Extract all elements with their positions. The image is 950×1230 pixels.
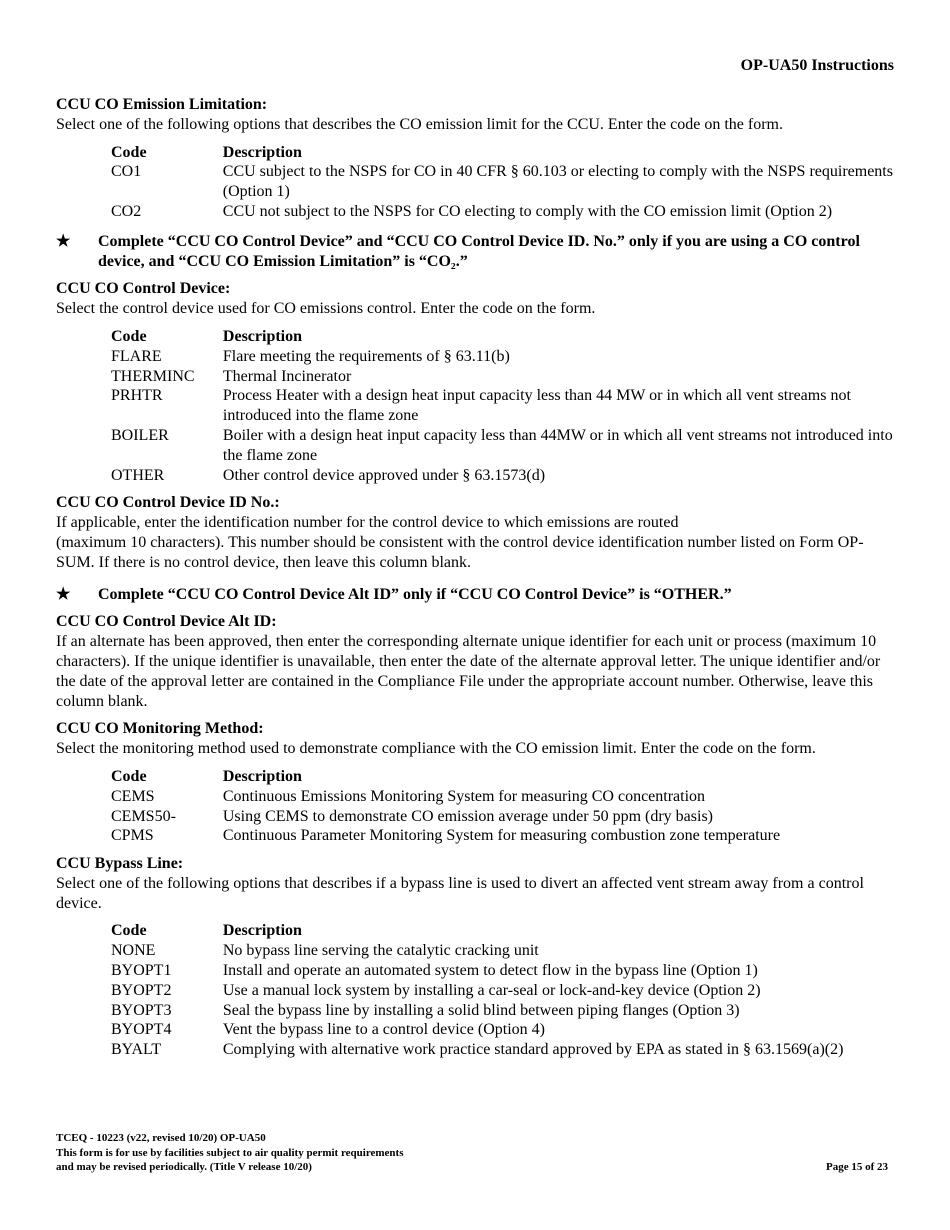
table-cell-description: Flare meeting the requirements of § 63.11(b): [222, 347, 510, 365]
table-cell-description: Install and operate an automated system to detect flow in the bypass line (Option 1): [222, 962, 758, 980]
table-row: [111, 1001, 896, 1021]
section-title-monitoring: CCU CO Monitoring Method:: [56, 720, 264, 738]
table-cell-code: BYOPT2: [111, 981, 172, 999]
section-title-control-device: CCU CO Control Device:: [56, 280, 231, 298]
section-title-co-limit: CCU CO Emission Limitation:: [56, 96, 268, 113]
table-cell-code: THERMINC: [111, 367, 195, 385]
star-icon: ★: [56, 585, 71, 603]
table-cell-description: CCU not subject to the NSPS for CO electing to comply with the CO emission limit (Option 2): [222, 202, 833, 220]
table-cell-description: No bypass line serving the catalytic cracking unit: [222, 942, 539, 960]
table-row: [111, 426, 896, 466]
table-row: [111, 941, 896, 961]
table-row: [111, 367, 896, 387]
col-header-description: Description: [222, 922, 302, 940]
table-cell-code: BYOPT4: [111, 1021, 172, 1039]
col-header-description: Description: [222, 767, 302, 785]
col-header-description: Description: [222, 143, 302, 161]
section-desc-device-id-line1: If applicable, enter the identification number for the control device to which emissions are routed: [56, 514, 679, 532]
table-header-row: [111, 767, 896, 787]
document-body: [56, 95, 896, 1060]
table-header-row: [111, 921, 896, 941]
table-cell-code: CEMS50-: [111, 807, 176, 825]
table-row: [111, 202, 896, 222]
table-cell-code: BYOPT3: [111, 1001, 172, 1019]
footer-form-info: [56, 1131, 404, 1175]
table-cell-description: Vent the bypass line to a control device (Option 4): [222, 1021, 545, 1039]
table-header-row: [111, 327, 896, 347]
code-table-monitoring: [111, 767, 896, 846]
table-row: [111, 386, 896, 426]
table-cell-description: Use a manual lock system by installing a car-seal or lock-and-key device (Option 2): [222, 981, 761, 999]
note-text: Complete “CCU CO Control Device” and “CCU CO Control Device ID. No.” only if you are using a CO control device, and “CCU CO Emission Limitation” is “CO₂.”: [98, 232, 860, 270]
table-row: [111, 1040, 896, 1060]
table-cell-code: PRHTR: [111, 387, 163, 405]
table-cell-code: NONE: [111, 942, 156, 960]
col-header-code: Code: [111, 143, 147, 161]
section-title-bypass: CCU Bypass Line:: [56, 855, 184, 873]
col-header-code: Code: [111, 922, 147, 940]
footer-line: and may be revised periodically. (Title V release 10/20): [56, 1161, 312, 1173]
col-header-description: Description: [222, 327, 303, 345]
table-cell-code: CEMS: [111, 787, 155, 805]
section-desc-bypass: Select one of the following options that describes if a bypass line is used to divert an affected vent stream away from a control device.: [56, 874, 864, 912]
table-row: [111, 981, 896, 1001]
table-cell-description: Using CEMS to demonstrate CO emission average under 50 ppm (dry basis): [222, 807, 713, 825]
page-number: Page 15 of 23: [825, 1161, 888, 1173]
table-cell-description: CCU subject to the NSPS for CO in 40 CFR § 60.103 or electing to comply with the NSPS requirements (Option 1): [222, 163, 893, 201]
note-text: Complete “CCU CO Control Device Alt ID” only if “CCU CO Control Device” is “OTHER.”: [98, 585, 732, 603]
section-desc-co-limit: Select one of the following options that describes the CO emission limit for the CCU. Enter the code on the form.: [56, 115, 783, 133]
table-row: [111, 466, 896, 486]
table-cell-code: CO2: [111, 202, 142, 220]
table-row: [111, 347, 896, 367]
table-cell-description: Boiler with a design heat input capacity less than 44MW or in which all vent streams not introduced into the flame zone: [222, 426, 893, 464]
table-row: [111, 807, 896, 827]
table-cell-description: Seal the bypass line by installing a solid blind between piping flanges (Option 3): [222, 1001, 740, 1019]
table-row: [111, 826, 896, 846]
table-cell-code: CO1: [111, 163, 142, 181]
table-cell-code: BOILER: [111, 426, 169, 444]
table-row: [111, 1020, 896, 1040]
section-title-device-id: CCU CO Control Device ID No.:: [56, 494, 280, 512]
table-cell-code: BYALT: [111, 1041, 162, 1059]
note-alt-id: [56, 585, 896, 605]
table-cell-description: Other control device approved under § 63.1573(d): [222, 466, 546, 484]
table-cell-code: OTHER: [111, 466, 165, 484]
code-table-co-limit: [111, 143, 896, 222]
col-header-code: Code: [111, 327, 147, 345]
footer-line: TCEQ - 10223 (v22, revised 10/20) OP-UA50: [56, 1132, 266, 1144]
table-cell-description: Continuous Emissions Monitoring System for measuring CO concentration: [222, 787, 706, 805]
section-desc-monitoring: Select the monitoring method used to demonstrate compliance with the CO emission limit. Enter the code on the form.: [56, 740, 816, 758]
note-control-device: [56, 232, 896, 272]
code-table-bypass: [111, 921, 896, 1060]
table-cell-code: CPMS: [111, 827, 154, 845]
table-cell-description: Complying with alternative work practice standard approved by EPA as stated in § 63.1569(a)(2): [222, 1041, 844, 1059]
section-desc-device-id-line2: (maximum 10 characters). This number should be consistent with the control device identification number listed on Form OP-SUM. If there is no control device, then leave this column blank.: [56, 533, 864, 571]
page-header-title: OP-UA50 Instructions: [740, 57, 894, 74]
col-header-code: Code: [111, 767, 147, 785]
footer-line: This form is for use by facilities subject to air quality permit requirements: [56, 1146, 404, 1159]
table-row: [111, 162, 896, 202]
table-cell-description: Thermal Incinerator: [222, 367, 352, 385]
table-cell-description: Process Heater with a design heat input capacity less than 44 MW or in which all vent streams not introduced into the flame zone: [222, 387, 851, 425]
table-row: [111, 961, 896, 981]
star-icon: ★: [56, 232, 71, 250]
section-desc-control-device: Select the control device used for CO emissions control. Enter the code on the form.: [56, 300, 596, 318]
table-cell-code: FLARE: [111, 347, 162, 365]
table-cell-code: BYOPT1: [111, 962, 172, 980]
table-row: [111, 787, 896, 807]
table-cell-description: Continuous Parameter Monitoring System for measuring combustion zone temperature: [222, 827, 781, 845]
section-title-alt-id: CCU CO Control Device Alt ID:: [56, 613, 277, 631]
table-header-row: [111, 143, 896, 163]
code-table-control-device: [111, 327, 896, 485]
section-desc-alt-id: If an alternate has been approved, then enter the corresponding alternate unique identifier for each unit or process (maximum 10 characters). If the unique identifier is unavailable, then enter the date of the alternate approval letter. The unique identifier and/or the date of the approval letter are contained in the Compliance File under the appropriate account number. Otherwise, leave this column blank.: [56, 633, 881, 710]
